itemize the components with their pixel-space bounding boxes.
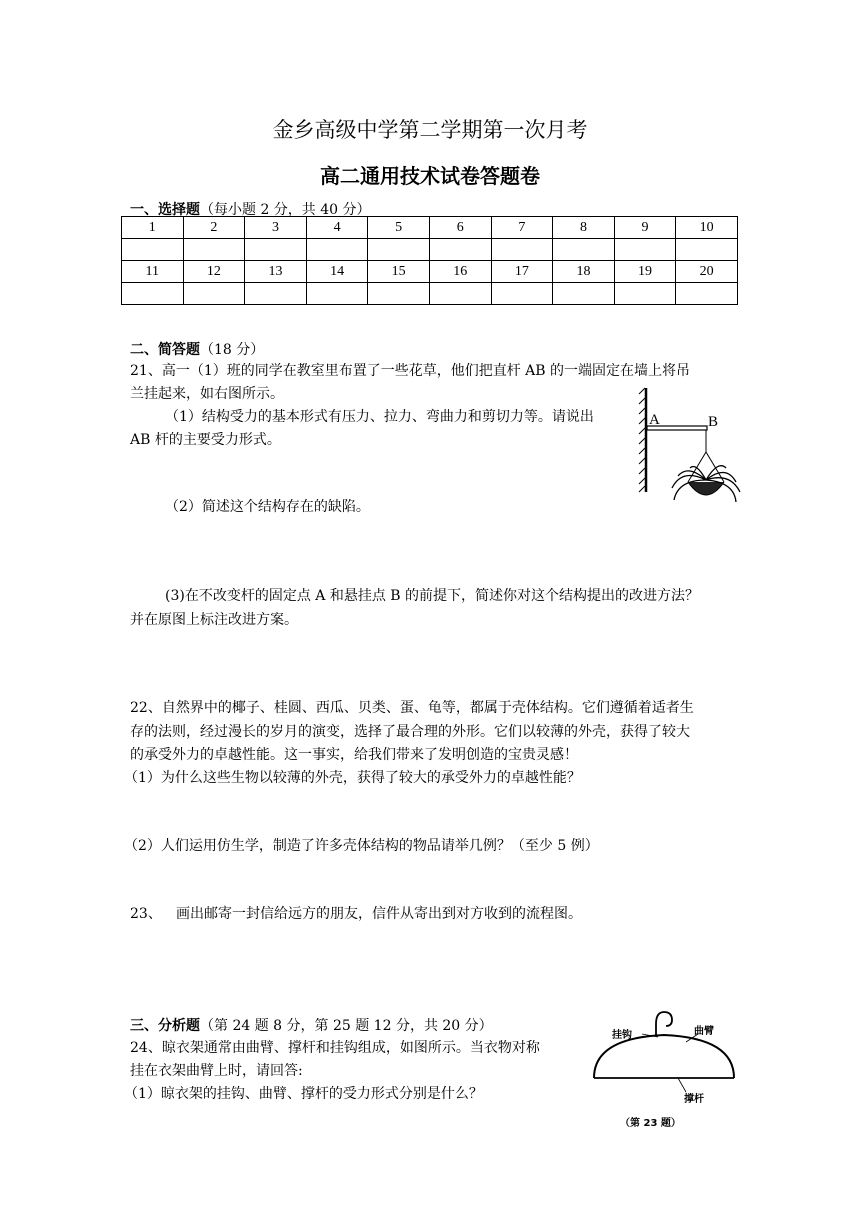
question-number-cell: 10 [676, 217, 738, 239]
question-number-cell: 14 [306, 261, 368, 283]
point-a-label: A [649, 412, 660, 428]
answer-cell[interactable] [614, 283, 676, 305]
q23-number: 23、 [130, 906, 162, 922]
answer-cell[interactable] [676, 239, 738, 261]
question-number-cell: 15 [368, 261, 430, 283]
q21-part3-line1: (3)在不改变杆的固定点 A 和悬挂点 B 的前提下，简述你对这个结构提出的改进方法？ [165, 588, 700, 604]
question-number-cell: 11 [122, 261, 184, 283]
answer-cell[interactable] [368, 239, 430, 261]
exam-title: 金乡高级中学第二学期第一次月考 [272, 118, 588, 142]
answer-cell[interactable] [183, 239, 245, 261]
answer-cell[interactable] [122, 239, 184, 261]
question-number-cell: 6 [429, 217, 491, 239]
question-number-cell: 13 [245, 261, 307, 283]
answer-cell[interactable] [245, 239, 307, 261]
section1-note: （每小题 2 分，共 40 分） [200, 202, 371, 218]
answer-grid-number-row [122, 217, 738, 239]
answer-cell[interactable] [491, 283, 553, 305]
question-number-cell: 18 [553, 261, 615, 283]
question-number-cell: 9 [614, 217, 676, 239]
answer-grid-blank-row [122, 283, 738, 305]
question-number-cell: 19 [614, 261, 676, 283]
answer-cell[interactable] [429, 239, 491, 261]
q21-stem-line2: 兰挂起来，如右图所示。 [130, 386, 284, 402]
answer-cell[interactable] [553, 283, 615, 305]
question-number-cell: 16 [429, 261, 491, 283]
question-number-cell: 8 [553, 217, 615, 239]
clothes-hanger-figure [586, 1004, 746, 1132]
question-number-cell: 4 [306, 217, 368, 239]
question-number-cell: 17 [491, 261, 553, 283]
answer-cell[interactable] [676, 283, 738, 305]
section2-heading [130, 339, 264, 359]
q21-part2: （2）简述这个结构存在的缺陷。 [165, 499, 370, 515]
answer-cell[interactable] [368, 283, 430, 305]
question-number-cell: 2 [183, 217, 245, 239]
answer-cell[interactable] [429, 283, 491, 305]
figure-caption: （第 23 题） [620, 1118, 681, 1129]
q23-text: 画出邮寄一封信给远方的朋友，信件从寄出到对方收到的流程图。 [176, 906, 582, 922]
answer-cell[interactable] [122, 283, 184, 305]
answer-cell[interactable] [183, 283, 245, 305]
answer-sheet-title: 高二通用技术试卷答题卷 [320, 164, 540, 188]
q22-part1: （1）为什么这些生物以较薄的外壳，获得了较大的承受外力的卓越性能？ [124, 770, 581, 786]
section2-title: 二、简答题 [130, 342, 200, 358]
answer-grid-blank-row [122, 239, 738, 261]
q21-stem-line1: 21、高一（1）班的同学在教室里布置了一些花草，他们把直杆 AB 的一端固定在墙上将吊 [130, 363, 691, 379]
question-number-cell: 12 [183, 261, 245, 283]
question-number-cell: 5 [368, 217, 430, 239]
section1-title: 一、选择题 [130, 202, 200, 218]
answer-cell[interactable] [306, 283, 368, 305]
q24-stem-line1: 24、晾衣架通常由曲臂、撑杆和挂钩组成，如图所示。当衣物对称 [130, 1040, 540, 1056]
answer-cell[interactable] [491, 239, 553, 261]
q21-part3-line2: 并在原图上标注改进方案。 [130, 612, 298, 628]
section3-heading [130, 1015, 493, 1035]
question-number-cell: 20 [676, 261, 738, 283]
q21-part1-line2: AB 杆的主要受力形式。 [130, 432, 281, 448]
answer-grid [121, 216, 738, 305]
question-number-cell: 7 [491, 217, 553, 239]
section3-title: 三、分析题 [130, 1018, 200, 1034]
answer-cell[interactable] [614, 239, 676, 261]
answer-grid-number-row [122, 261, 738, 283]
q22-stem-line3: 的承受外力的卓越性能。这一事实，给我们带来了发明创造的宝贵灵感！ [130, 747, 578, 763]
hook-label: 挂钩 [612, 1030, 632, 1041]
answer-cell[interactable] [245, 283, 307, 305]
section2-note: （18 分） [200, 342, 265, 358]
answer-cell[interactable] [553, 239, 615, 261]
hanging-plant-figure [630, 384, 745, 514]
q22-stem-line1: 22、自然界中的椰子、桂圆、西瓜、贝类、蛋、龟等，都属于壳体结构。它们遵循着适者生 [130, 700, 694, 716]
q24-part1: （1）晾衣架的挂钩、曲臂、撑杆的受力形式分别是什么？ [124, 1086, 483, 1102]
question-number-cell: 3 [245, 217, 307, 239]
arm-label: 曲臂 [694, 1026, 714, 1037]
point-b-label: B [708, 414, 719, 430]
question-number-cell: 1 [122, 217, 184, 239]
q22-stem-line2: 存的法则，经过漫长的岁月的演变，选择了最合理的外形。它们以较薄的外壳，获得了较大 [130, 724, 690, 740]
rod-label: 撑杆 [684, 1094, 704, 1105]
section3-note: （第 24 题 8 分，第 25 题 12 分，共 20 分） [200, 1018, 493, 1034]
q24-stem-line2: 挂在衣架曲臂上时，请回答: [130, 1063, 303, 1079]
answer-cell[interactable] [306, 239, 368, 261]
q21-part1-line1: （1）结构受力的基本形式有压力、拉力、弯曲力和剪切力等。请说出 [165, 409, 594, 425]
q22-part2: （2）人们运用仿生学，制造了许多壳体结构的物品请举几例？（至少 5 例） [124, 838, 599, 854]
